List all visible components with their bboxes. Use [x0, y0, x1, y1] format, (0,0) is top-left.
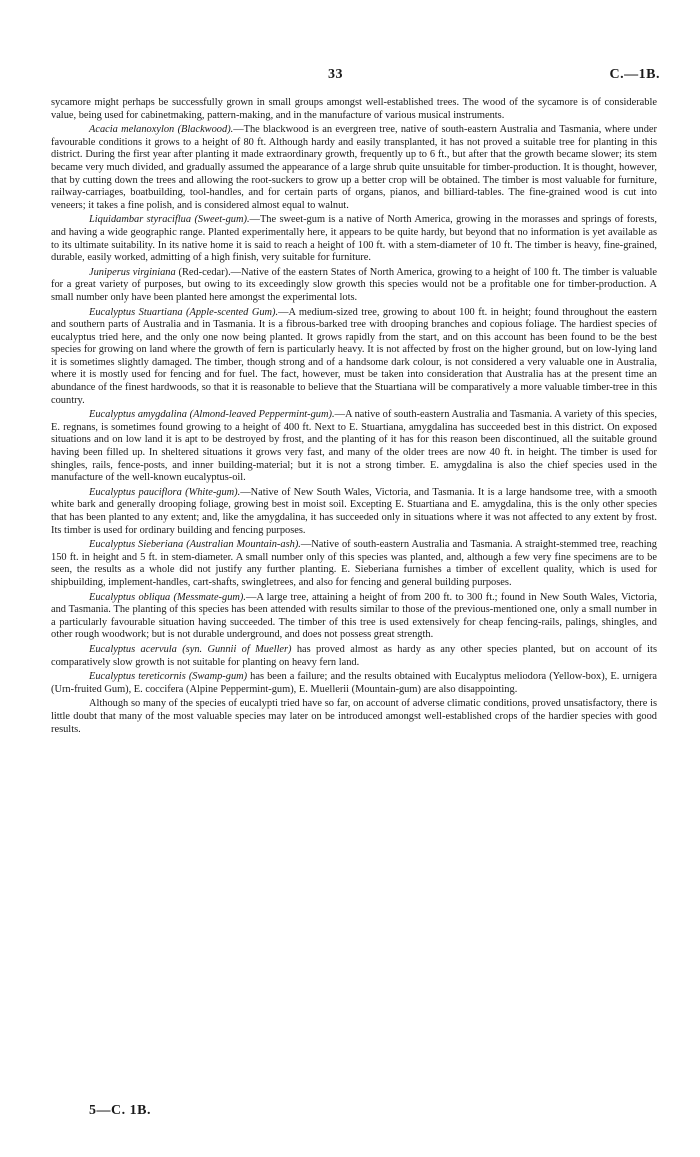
paragraph-apple-scented-gum [51, 307, 657, 408]
paragraph-text: sycamore might perhaps be successfully grown in small groups amongst well-established trees. The wood of the sycamore is of considerable value, being used for cabinetmaking, pattern-making, and in the manufacture of various musical instruments. [51, 97, 657, 121]
species-name: Eucalyptus Stuartiana [89, 306, 183, 318]
species-name: Eucalyptus acervula [89, 643, 177, 655]
species-name: Eucalyptus obliqua [89, 591, 171, 603]
paragraph-text: Although so many of the species of eucalypti tried have so far, on account of adverse climatic conditions, proved unsatisfactory, there is little doubt that many of the most valuable species may later on be introduced amongst well-established crops of the hardier species with good results. [51, 698, 657, 735]
species-name: Eucalyptus Sieberiana [89, 539, 184, 551]
species-name: Eucalyptus amygdalina [89, 409, 187, 421]
paragraph-messmate-gum [51, 592, 657, 642]
paragraph-blackwood [51, 124, 657, 212]
body-text [51, 97, 657, 736]
paragraph-sweet-gum [51, 214, 657, 264]
paragraph-text: has been a failure; and the results obtained with Eucalyptus meliodora (Yellow-box), E. urnigera (Urn-fruited Gum), E. coccifera (Alpine Peppermint-gum), E. Muellerii (Mountain-gum) are also disappointing. [51, 671, 657, 695]
species-name: Eucalyptus pauciflora [89, 486, 182, 498]
paragraph-text: —A native of south-eastern Australia and Tasmania. A variety of this species, E. regnans, is sometimes found growing to a height of 400 ft. Next to E. Stuartiana, amygdalina has succeeded best in this district. On exposed situations and on low land it is apt to be destroyed by frost, and the planting of it has for this reason been discontinued, all the suitable ground having been filled up. In sheltered situations it grows very fast, and many of the older trees are now 40 ft. in height. The timber is used for shingles, rails, fence-posts, and inner building-material; but it is not a strong timber. E. amygdalina is also the chief species used in the manufacture of the well-known eucalyptus-oil. [51, 409, 657, 484]
paragraph-mountain-ash [51, 539, 657, 589]
paragraph-text: —Native of New South Wales, Victoria, and Tasmania. It is a large handsome tree, with a smooth white bark and generally drooping foliage, growing best in moist soil. Excepting E. Stuartiana and E. amygdalina, this is the only other species that has been planted to any extent; and, like the amygdalina, it has succeeded only in situations where it was not affected to any extent by frost. Its timber is used for ordinary building and fencing purposes. [51, 486, 657, 536]
paragraph-text: —The blackwood is an evergreen tree, native of south-eastern Australia and Tasmania, where under favourable conditions it grows to a height of 80 ft. Although hardy and easily transplanted, it has not proved a suitable tree for planting in this district. During the first year after planting it made extraordinary growth, frequently up to 6 ft., but after that the growth became slower; its stem became very much divided, and gradually assumed the appearance of a large shrub quite unsuitable for timber-production. It is thought, however, that by cutting down the trees and allowing the root-suckers to grow up a better crop will be obtained. The timber is most valuable for furniture, railway-carriages, boatbuilding, tool-handles, and for certain parts of organs, pianos, and billiard-tables. The fine-grained wood is cut into veneers; it takes a fine polish, and is considered almost equal to walnut. [51, 124, 657, 211]
document-reference: C.—1B. [609, 67, 660, 82]
paragraph-text: —Native of south-eastern Australia and Tasmania. A straight-stemmed tree, reaching 150 ft. in height and 5 ft. in stem-diameter. A small number only of this species was planted, and, although a few very fine specimens are to be seen, the results as a whole did not justify any further planting. E. Sieberiana furnishes a timber of excellent quality, which is used for shipbuilding, implement-handles, cart-shafts, swingletrees, and also for fencing and general building purposes. [51, 539, 657, 588]
common-name: (Swamp-gum) [188, 671, 248, 683]
page-number: 33 [328, 67, 343, 82]
footer-reference: 5—C. 1B. [89, 1103, 151, 1118]
paragraph-text: has proved almost as hardy as any other species planted, but on account of its comparatively slow growth is not suitable for planting on heavy fern land. [51, 643, 657, 668]
paragraph-acervula [51, 644, 657, 669]
common-name: (Apple-scented Gum). [186, 306, 279, 318]
paragraph-peppermint-gum [51, 409, 657, 485]
common-name: (White-gum). [185, 486, 241, 498]
common-name: (Almond-leaved Peppermint-gum). [189, 409, 335, 421]
species-name: Eucalyptus tereticornis [89, 671, 186, 683]
common-name: (Australian Mountain-ash). [186, 539, 301, 551]
paragraph-conclusion [51, 698, 657, 736]
paragraph-text: —A large tree, attaining a height of from 200 ft. to 300 ft.; found in New South Wales, Victoria, and Tasmania. The planting of this species has been attended with results similar to those of the previous-mentioned one, only a small number in a particularly favourable situation having succeeded. The timber of this tree is used extensively for cheap fencing-rails, palings, shingles, and other rough woodwork; but is not durable underground, and does not possess great strength. [51, 591, 657, 641]
paragraph-text: (Red-cedar).—Native of the eastern States of North America, growing to a height of 100 ft. The timber is valuable for a great variety of purposes, but owing to its exceedingly slow growth this species would not be a profitable one for timber-production. A small number only have been planted here amongst the experimental lots. [51, 266, 657, 303]
paragraph-swamp-gum [51, 671, 657, 696]
species-name: Liquidambar styraciflua [89, 214, 192, 226]
species-name: Juniperus virginiana [89, 266, 176, 278]
paragraph-white-gum [51, 487, 657, 537]
common-name: (Messmate-gum). [173, 591, 246, 603]
common-name: (syn. Gunnii of Mueller) [182, 643, 292, 655]
common-name: (Blackwood). [177, 124, 234, 136]
common-name: (Sweet-gum). [194, 214, 250, 226]
paragraph-red-cedar [51, 267, 657, 305]
paragraph-text: —A medium-sized tree, growing to about 100 ft. in height; found throughout the eastern and southern parts of Australia and in Tasmania. It is a fibrous-barked tree with drooping branches and copious foliage. The hardiest species of eucalyptus tried here, and the only one now being planted. It grows rapidly from the start, and on this account has been found to be the best species for growing on land where the growth of fern is particularly heavy. It is not affected by frost on the higher ground, but on low-lying land it is sometimes slightly damaged. The timber, though strong and of a handsome dark colour, is not considered a very valuable one in Australia, where it is mostly used for fencing and for fuel. The fact, however, must be taken into consideration that Australia has at the present time an abundance of the finest hardwoods, so that it is reasonable to believe that the Stuartiana will be comparatively a more valuable timber-tree in this country. [51, 306, 657, 406]
paragraph-sycamore [51, 97, 657, 122]
species-name: Acacia melanoxylon [89, 124, 175, 136]
paragraph-text: —The sweet-gum is a native of North America, growing in the morasses and springs of forests, and having a wide geographic range. Planted experimentally here, it appears to be quite hardy, but beyond that no information is yet available as to its ultimate suitability. In its native home it is said to reach a height of 100 ft. with a stem-diameter of 10 ft. The timber is heavy, fine-grained, durable, easily worked, admitting of a high finish, very suitable for furniture. [51, 214, 657, 264]
